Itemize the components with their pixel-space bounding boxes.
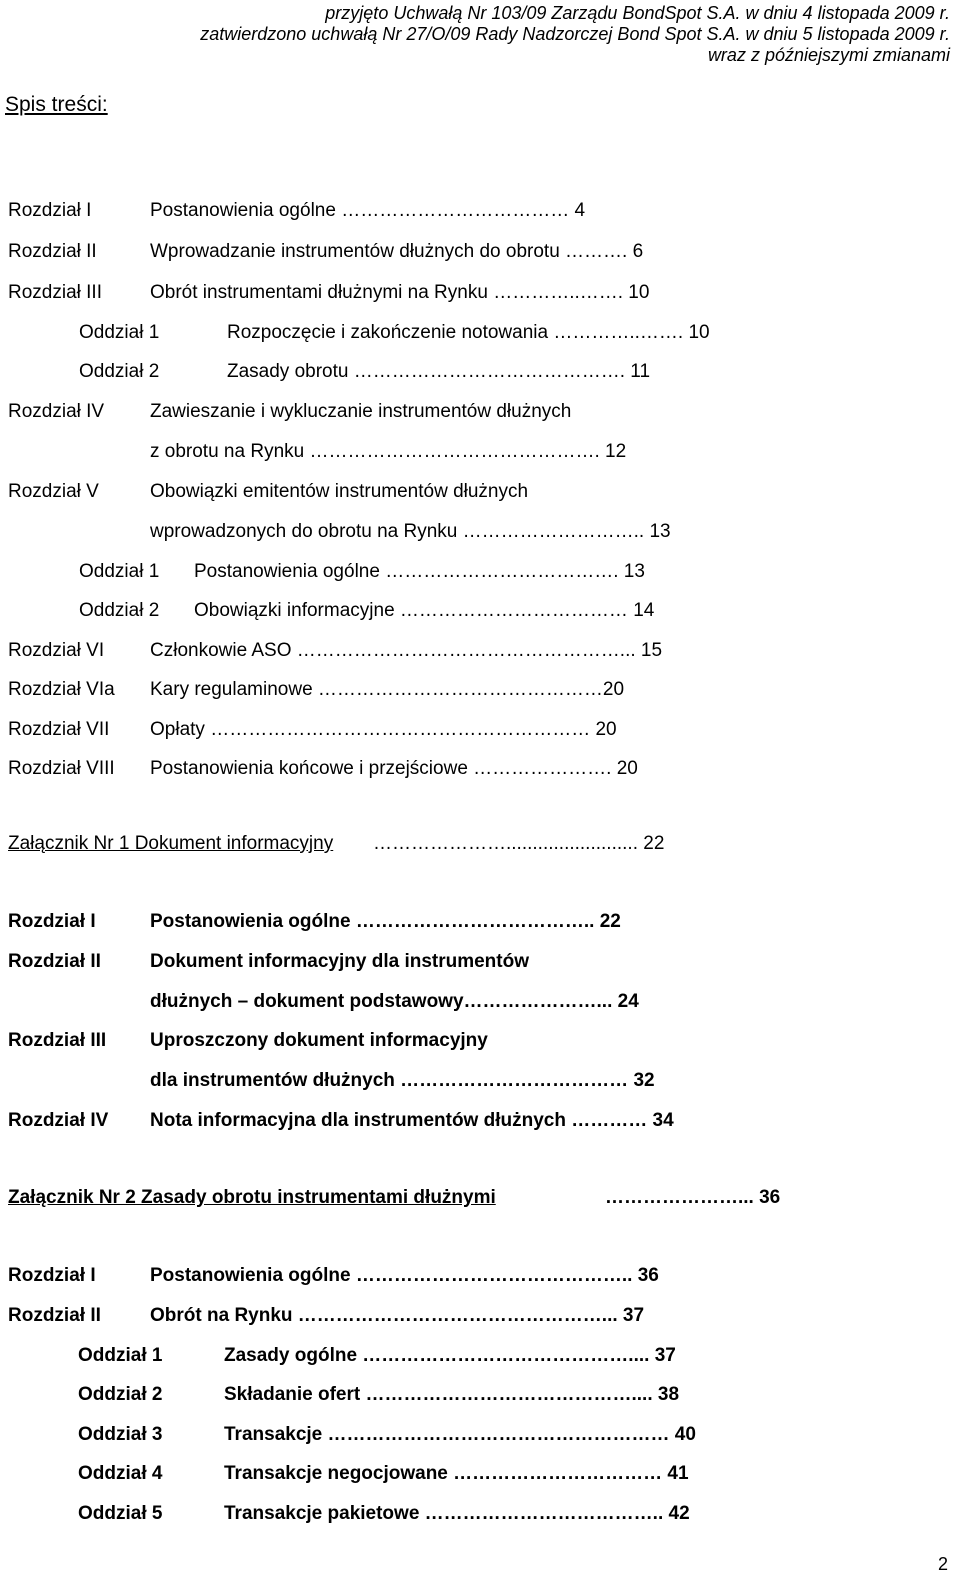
toc-label: Rozdział VIa bbox=[8, 679, 115, 700]
toc-label: Oddział 2 bbox=[79, 600, 160, 621]
toc-label: Oddział 2 bbox=[79, 361, 160, 382]
toc-text: Transakcje pakietowe ……………………………….. 42 bbox=[224, 1503, 690, 1524]
toc-label: Rozdział III bbox=[8, 1030, 107, 1051]
toc-text: Zasady ogólne …………………………………….... 37 bbox=[224, 1345, 676, 1366]
toc-text: Obowiązki informacyjne ……………………………… 14 bbox=[194, 600, 655, 621]
toc-label: Oddział 2 bbox=[78, 1384, 163, 1405]
header-line-1: przyjęto Uchwałą Nr 103/09 Zarządu BondSpot S.A. w dniu 4 listopada 2009 r. bbox=[325, 3, 950, 23]
toc-label: Oddział 1 bbox=[79, 322, 160, 343]
toc-text: wprowadzonych do obrotu na Rynku ……………………….. 13 bbox=[150, 521, 671, 542]
toc-text: Kary regulaminowe ………………………………………20 bbox=[150, 679, 625, 700]
toc-text: dłużnych – dokument podstawowy…………………... 24 bbox=[150, 991, 639, 1012]
toc-text: Nota informacyjna dla instrumentów dłużnych ………… 34 bbox=[150, 1110, 674, 1131]
toc-text: Obrót na Rynku …………………………………………... 37 bbox=[150, 1305, 645, 1326]
toc-text: …………………......................... 22 bbox=[373, 833, 665, 854]
page-number: 2 bbox=[937, 1554, 948, 1574]
toc-label: Oddział 3 bbox=[78, 1424, 163, 1445]
toc-text: Postanowienia ogólne ……………………………… 4 bbox=[150, 200, 586, 221]
toc-text: Obrót instrumentami dłużnymi na Rynku …………..……. 10 bbox=[150, 282, 650, 303]
document-header bbox=[200, 3, 950, 66]
toc-text: dla instrumentów dłużnych ……………………………… 32 bbox=[150, 1070, 655, 1091]
toc-label: Rozdział II bbox=[8, 1305, 101, 1326]
toc-text: Obowiązki emitentów instrumentów dłużnych bbox=[150, 481, 529, 502]
toc-text: Postanowienia ogólne …………………………………….. 36 bbox=[150, 1265, 659, 1286]
toc-text: Składanie ofert …………………………………….... 38 bbox=[224, 1384, 680, 1405]
toc-text: Zawieszanie i wykluczanie instrumentów dłużnych bbox=[150, 401, 572, 422]
toc-title: Spis treści: bbox=[5, 93, 108, 116]
toc-label: Rozdział I bbox=[8, 911, 96, 932]
toc-text: Transakcje ……………………………………………… 40 bbox=[224, 1424, 696, 1445]
header-line-3: wraz z późniejszymi zmianami bbox=[707, 45, 950, 65]
toc-text: Członkowie ASO ……………………………………………... 15 bbox=[150, 640, 663, 661]
toc-text: Zasady obrotu ……………………………………. 11 bbox=[227, 361, 651, 382]
toc-label: Rozdział V bbox=[8, 481, 99, 502]
toc-appendix-label: Załącznik Nr 1 Dokument informacyjny bbox=[8, 833, 334, 854]
toc-label: Rozdział VII bbox=[8, 719, 110, 740]
toc-label: Oddział 1 bbox=[79, 561, 160, 582]
toc-label: Rozdział VIII bbox=[8, 758, 115, 779]
toc-label: Oddział 4 bbox=[78, 1463, 163, 1484]
toc-label: Rozdział II bbox=[8, 241, 97, 262]
toc-label: Oddział 5 bbox=[78, 1503, 163, 1524]
toc-label: Rozdział III bbox=[8, 282, 102, 303]
toc-label: Rozdział I bbox=[8, 200, 92, 221]
toc-text: Rozpoczęcie i zakończenie notowania …………..……. 10 bbox=[227, 322, 710, 343]
toc-label: Oddział 1 bbox=[78, 1345, 163, 1366]
toc-text: Postanowienia ogólne ……………………………….. 22 bbox=[150, 911, 621, 932]
toc-label: Rozdział I bbox=[8, 1265, 96, 1286]
toc-label: Rozdział VI bbox=[8, 640, 105, 661]
toc-text: Postanowienia końcowe i przejściowe …………………. 20 bbox=[150, 758, 638, 779]
toc-text: Uproszczony dokument informacyjny bbox=[150, 1030, 488, 1051]
toc-label: Rozdział IV bbox=[8, 1110, 109, 1131]
toc-text: …………………... 36 bbox=[605, 1187, 781, 1208]
toc-label: Rozdział II bbox=[8, 951, 101, 972]
toc-text: Transakcje negocjowane …………………………… 41 bbox=[224, 1463, 689, 1484]
header-line-2: zatwierdzono uchwałą Nr 27/O/09 Rady Nadzorczej Bond Spot S.A. w dniu 5 listopada 2009 r. bbox=[200, 24, 950, 44]
toc-text: Opłaty …………………………………………………… 20 bbox=[150, 719, 617, 740]
toc-appendix-label: Załącznik Nr 2 Zasady obrotu instrumentami dłużnymi bbox=[8, 1187, 496, 1208]
toc-text: Dokument informacyjny dla instrumentów bbox=[150, 951, 529, 972]
toc-text: Wprowadzanie instrumentów dłużnych do obrotu ………. 6 bbox=[150, 241, 644, 262]
toc-text: Postanowienia ogólne ………………………………. 13 bbox=[194, 561, 645, 582]
toc-text: z obrotu na Rynku ………………………………………. 12 bbox=[150, 441, 627, 462]
toc-label: Rozdział IV bbox=[8, 401, 105, 422]
